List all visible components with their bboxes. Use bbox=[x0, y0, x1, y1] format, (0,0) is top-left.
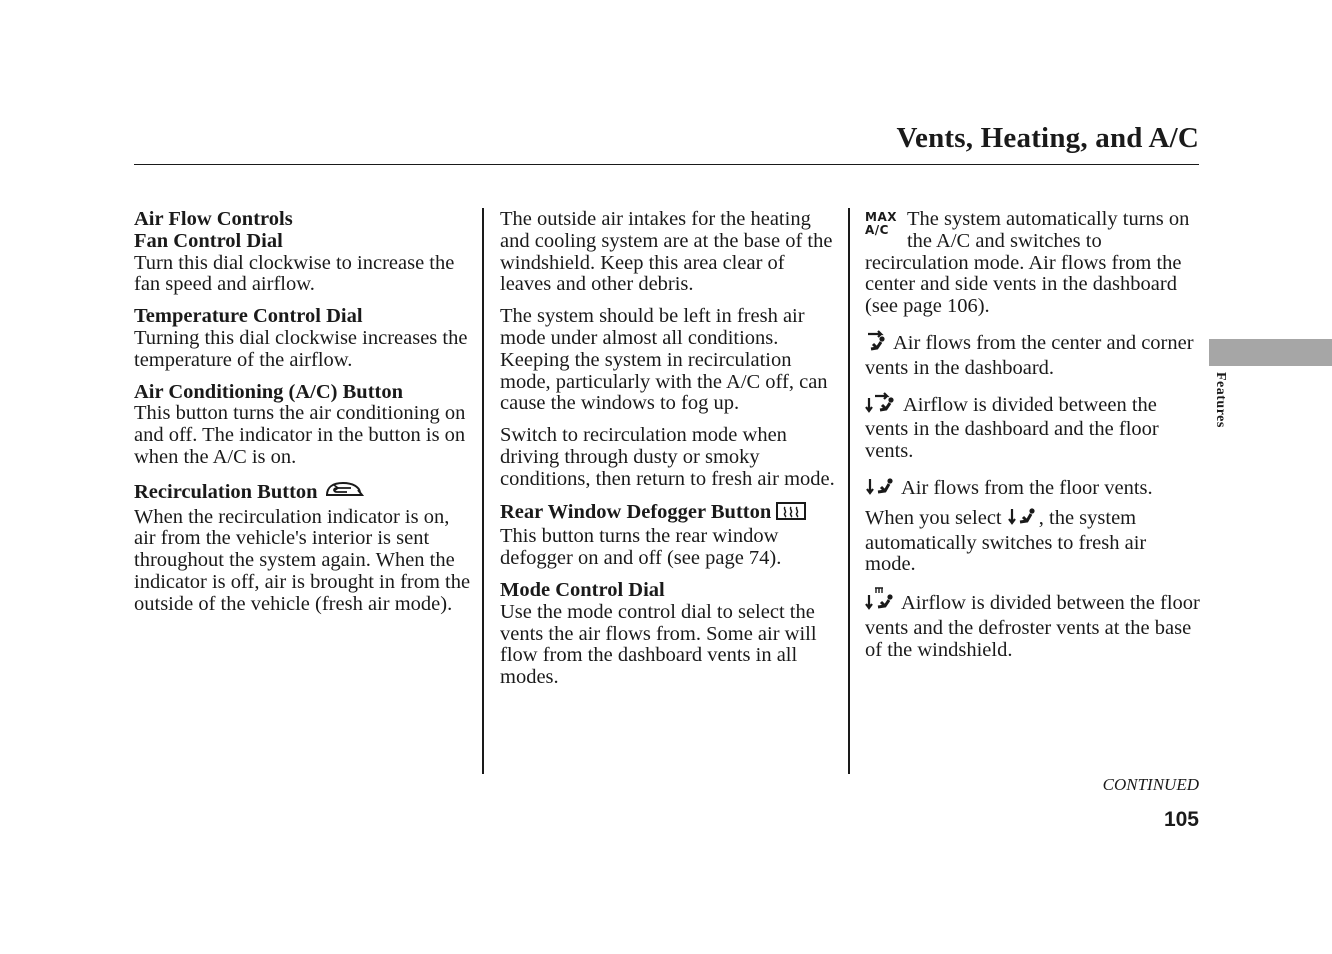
bilevel-section bbox=[865, 390, 1200, 463]
max-ac-text: The system automatically turns on the A/C and switches to recirculation mode. Air flows from the center and side vents in the dashboard (see page 106). bbox=[865, 208, 1190, 318]
page-title: Vents, Heating, and A/C bbox=[896, 122, 1199, 154]
continued-label: CONTINUED bbox=[1102, 775, 1199, 794]
rear-defogger-icon bbox=[776, 501, 806, 527]
mode-title: Mode Control Dial bbox=[500, 578, 665, 601]
floor-vents-icon bbox=[865, 473, 897, 503]
recirculation-title: Recirculation Button bbox=[134, 480, 318, 503]
temperature-section bbox=[134, 306, 474, 371]
recirculation-text: When the recirculation indicator is on, air from the vehicle's interior is sent throughout the system again. When the indicator is off, air is brought in from the outside of the vehicle (fresh air mode). bbox=[134, 505, 471, 615]
defogger-section bbox=[500, 501, 840, 570]
mode-section bbox=[500, 580, 840, 689]
title-rule bbox=[134, 164, 1199, 165]
max-ac-icon-line2-text: A/C bbox=[865, 223, 889, 237]
fan-control-section bbox=[134, 209, 474, 296]
side-tab-label: Features bbox=[1213, 372, 1228, 428]
paragraph: The system should be left in fresh air mode under almost all conditions. Keeping the system in recirculation mode, particularly with the A/C off, can cause the windows to fog up. bbox=[500, 305, 828, 415]
column-3 bbox=[865, 209, 1200, 672]
ac-text: This button turns the air conditioning on and off. The indicator in the button is on when the A/C is on. bbox=[134, 402, 466, 468]
bilevel-text: Airflow is divided between the vents in the dashboard and the floor vents. bbox=[865, 393, 1159, 463]
section-title: Air Flow Controls bbox=[134, 208, 293, 230]
floor-defrost-text: Airflow is divided between the floor vents and the defroster vents at the base of the windshield. bbox=[865, 592, 1200, 661]
max-ac-section bbox=[865, 209, 1200, 318]
recirculation-section bbox=[134, 479, 474, 616]
temperature-text: Turning this dial clockwise increases the temperature of the airflow. bbox=[134, 326, 468, 371]
dashboard-section bbox=[865, 328, 1200, 380]
side-tab bbox=[1209, 339, 1332, 366]
fan-control-text: Turn this dial clockwise to increase the fan speed and airflow. bbox=[134, 251, 455, 296]
temperature-title: Temperature Control Dial bbox=[134, 305, 363, 328]
mode-text: Use the mode control dial to select the vents the air flows from. Some air will flow from the dashboard vents in all modes. bbox=[500, 600, 817, 689]
paragraph: The outside air intakes for the heating and cooling system are at the base of the windshield. Keep this area clear of leaves and other debris. bbox=[500, 208, 833, 296]
column-1 bbox=[134, 209, 474, 626]
recirculation-icon bbox=[323, 479, 365, 507]
max-ac-icon bbox=[865, 211, 897, 237]
fan-control-title: Fan Control Dial bbox=[134, 229, 283, 252]
floor-defrost-icon bbox=[1007, 503, 1039, 533]
ac-title: Air Conditioning (A/C) Button bbox=[134, 380, 404, 403]
column-divider bbox=[848, 208, 850, 774]
recirculation-heading bbox=[134, 479, 474, 507]
dashboard-vents-icon bbox=[865, 328, 889, 358]
floor-defrost-icon bbox=[865, 586, 897, 618]
bilevel-icon bbox=[865, 390, 899, 420]
column-2 bbox=[500, 209, 840, 699]
column-divider bbox=[482, 208, 484, 774]
paragraph: Switch to recirculation mode when driving through dusty or smoky conditions, then return to fresh air mode. bbox=[500, 424, 835, 490]
floor-defrost-section bbox=[865, 586, 1200, 661]
defogger-title: Rear Window Defogger Button bbox=[500, 500, 772, 523]
defogger-text: This button turns the rear window defogger on and off (see page 74). bbox=[500, 525, 782, 570]
ac-section bbox=[134, 382, 474, 469]
floor-section bbox=[865, 473, 1200, 576]
floor-select-post: , the system automatically switches to fresh air mode. bbox=[865, 506, 1147, 576]
page-number: 105 bbox=[1163, 808, 1199, 831]
defogger-heading bbox=[500, 501, 840, 527]
floor-text: Air flows from the floor vents. bbox=[901, 476, 1153, 499]
dashboard-text: Air flows from the center and corner vents in the dashboard. bbox=[865, 331, 1194, 379]
floor-select-pre: When you select bbox=[865, 506, 1002, 529]
max-ac-icon-line1-text: MAX bbox=[865, 210, 897, 224]
